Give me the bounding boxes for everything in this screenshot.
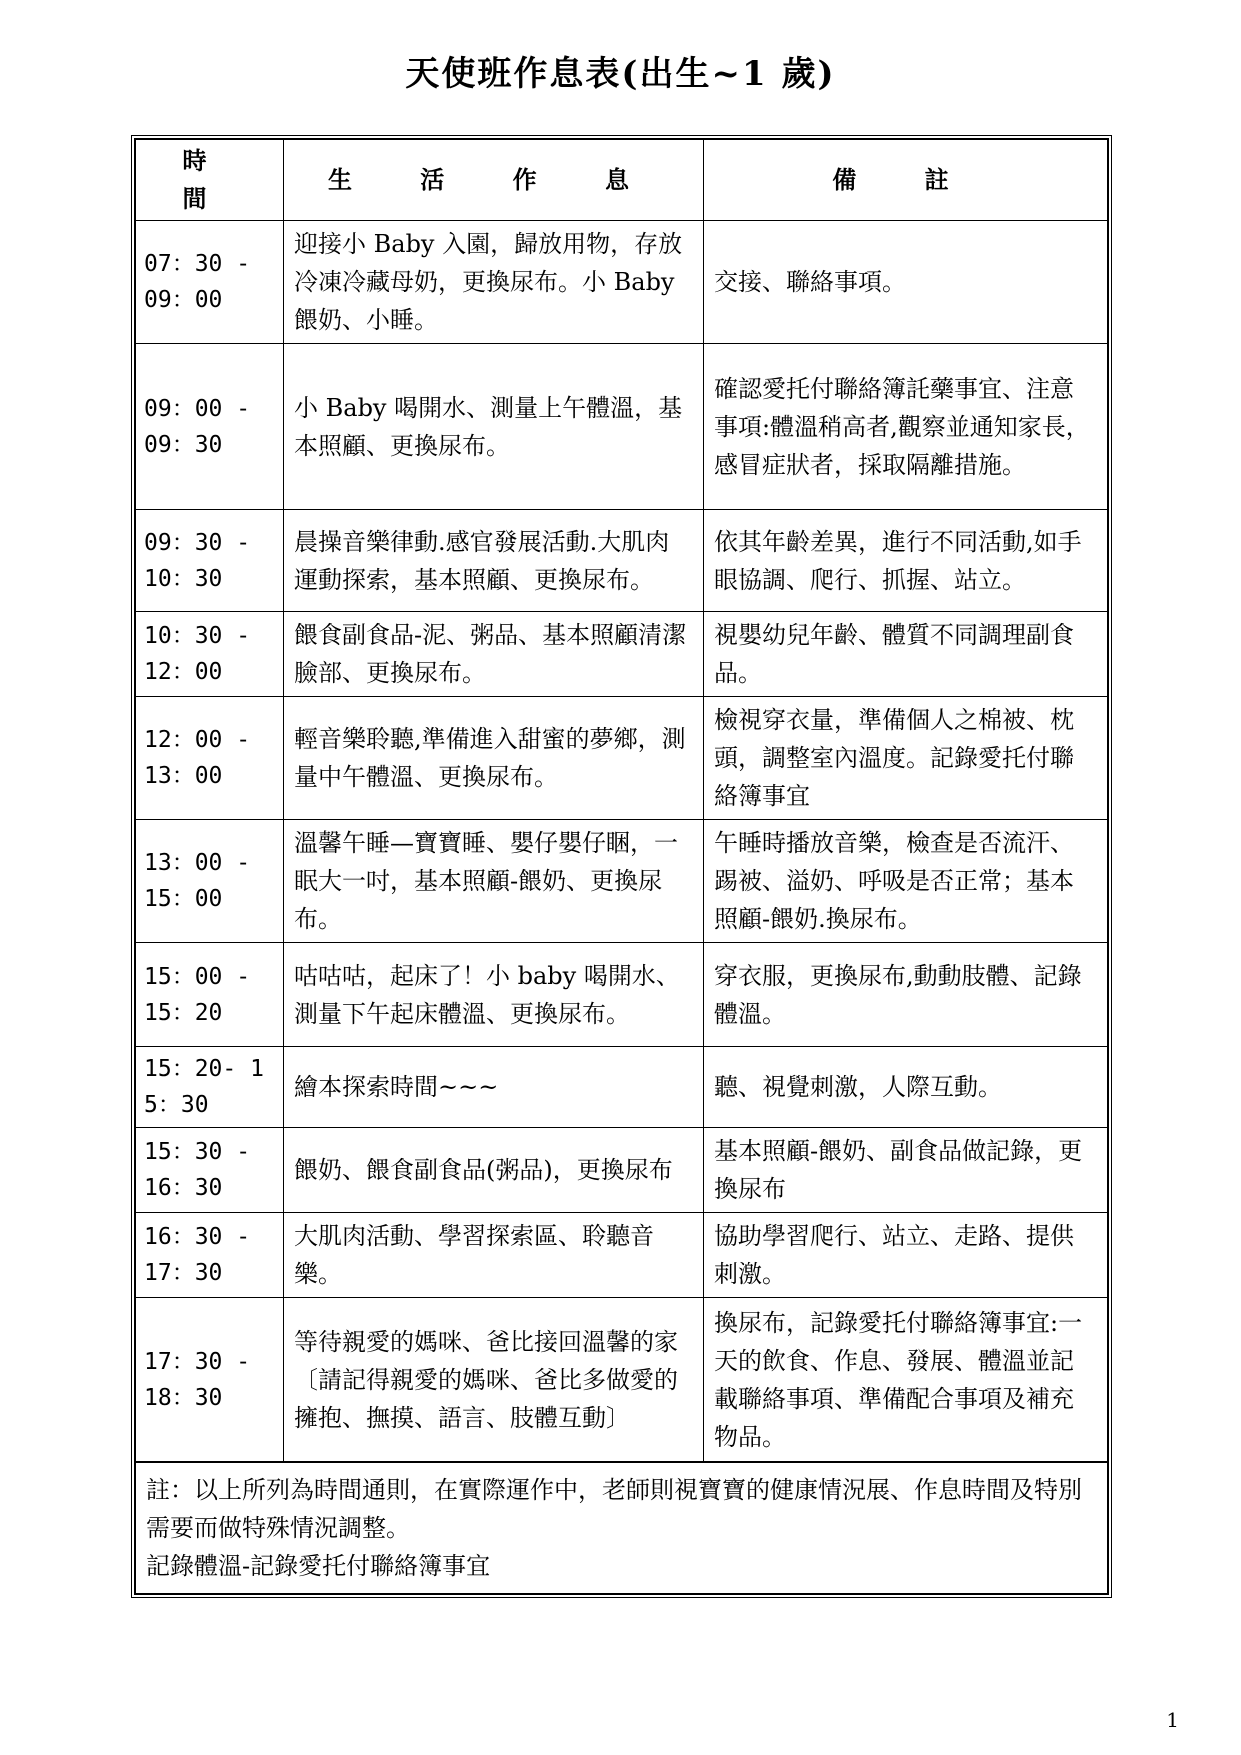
table-row [136, 612, 1108, 697]
time-cell: 07：30 - 09：00 [136, 221, 284, 344]
footnote-text: 註：以上所列為時間通則，在實際運作中，老師則視寶寶的健康情況展、作息時間及特別需要而做特殊情況調整。 [146, 1476, 1082, 1542]
table-row [136, 1298, 1108, 1462]
time-cell: 15：20- 15：30 [136, 1047, 284, 1128]
activity-cell: 晨操音樂律動.感官發展活動.大肌肉運動探索，基本照顧、更換尿布。 [284, 510, 704, 612]
remarks-cell: 換尿布，記錄愛托付聯絡簿事宜:一天的飲食、作息、發展、體溫並記載聯絡事項、準備配合事項及補充物品。 [704, 1298, 1108, 1462]
table-row [136, 221, 1108, 344]
table-header-row [136, 140, 1108, 221]
time-cell: 12：00 - 13：00 [136, 697, 284, 820]
footnote-cell [136, 1463, 1108, 1594]
remarks-cell: 確認愛托付聯絡簿託藥事宜、注意事項:體溫稍高者,觀察並通知家長，感冒症狀者，採取隔離措施。 [704, 344, 1108, 510]
remarks-cell: 依其年齡差異，進行不同活動,如手眼協調、爬行、抓握、站立。 [704, 510, 1108, 612]
remarks-cell: 交接、聯絡事項。 [704, 221, 1108, 344]
footnote-record: 記錄體溫-記錄愛托付聯絡簿事宜 [146, 1552, 491, 1580]
table-row [136, 1213, 1108, 1298]
remarks-cell: 穿衣服，更換尿布,動動肢體、記錄體溫。 [704, 943, 1108, 1047]
time-cell: 15：00 - 15：20 [136, 943, 284, 1047]
table-row [136, 943, 1108, 1047]
table-row [136, 1128, 1108, 1213]
time-cell: 16：30 - 17：30 [136, 1213, 284, 1298]
activity-cell: 小 Baby 喝開水、測量上午體溫，基本照顧、更換尿布。 [284, 344, 704, 510]
activity-cell: 迎接小 Baby 入園，歸放用物，存放冷凍冷藏母奶，更換尿布。小 Baby 餵奶、小睡。 [284, 221, 704, 344]
activity-cell: 餵奶、餵食副食品(粥品)，更換尿布 [284, 1128, 704, 1213]
schedule-table [135, 139, 1108, 1462]
activity-cell: 大肌肉活動、學習探索區、聆聽音樂。 [284, 1213, 704, 1298]
remarks-cell: 視嬰幼兒年齡、體質不同調理副食品。 [704, 612, 1108, 697]
time-cell: 10：30 - 12：00 [136, 612, 284, 697]
remarks-cell: 檢視穿衣量，準備個人之棉被、枕頭，調整室內溫度。記錄愛托付聯絡簿事宜 [704, 697, 1108, 820]
time-cell: 09：30 - 10：30 [136, 510, 284, 612]
activity-cell: 溫馨午睡—寶寶睡、嬰仔嬰仔睏，一眠大一吋，基本照顧-餵奶、更換尿布。 [284, 820, 704, 943]
page-number: 1 [1166, 1708, 1179, 1732]
remarks-cell: 午睡時播放音樂，檢查是否流汗、踢被、溢奶、呼吸是否正常；基本照顧-餵奶.換尿布。 [704, 820, 1108, 943]
time-cell: 15：30 - 16：30 [136, 1128, 284, 1213]
remarks-cell: 基本照顧-餵奶、副食品做記錄，更換尿布 [704, 1128, 1108, 1213]
schedule-table-frame [131, 135, 1112, 1598]
remarks-cell: 聽、視覺刺激，人際互動。 [704, 1047, 1108, 1128]
header-time: 時 間 [136, 140, 284, 221]
table-row [136, 820, 1108, 943]
activity-cell: 咕咕咕，起床了！小 baby 喝開水、測量下午起床體溫、更換尿布。 [284, 943, 704, 1047]
activity-cell: 輕音樂聆聽,準備進入甜蜜的夢鄉，測量中午體溫、更換尿布。 [284, 697, 704, 820]
table-row [136, 344, 1108, 510]
activity-cell: 繪本探索時間~~~ [284, 1047, 704, 1128]
footnote-table [135, 1462, 1108, 1594]
remarks-cell: 協助學習爬行、站立、走路、提供刺激。 [704, 1213, 1108, 1298]
table-row [136, 1047, 1108, 1128]
time-cell: 09：00 - 09：30 [136, 344, 284, 510]
table-row [136, 510, 1108, 612]
activity-cell: 餵食副食品-泥、粥品、基本照顧清潔臉部、更換尿布。 [284, 612, 704, 697]
activity-cell: 等待親愛的媽咪、爸比接回溫馨的家〔請記得親愛的媽咪、爸比多做愛的擁抱、撫摸、語言、肢體互動〕 [284, 1298, 704, 1462]
time-cell: 13：00 - 15：00 [136, 820, 284, 943]
header-activity: 生 活 作 息 [284, 140, 704, 221]
header-remarks: 備 註 [704, 140, 1108, 221]
time-cell: 17：30 - 18：30 [136, 1298, 284, 1462]
table-row [136, 697, 1108, 820]
page-title: 天使班作息表(出生~1 歲) [405, 54, 836, 94]
